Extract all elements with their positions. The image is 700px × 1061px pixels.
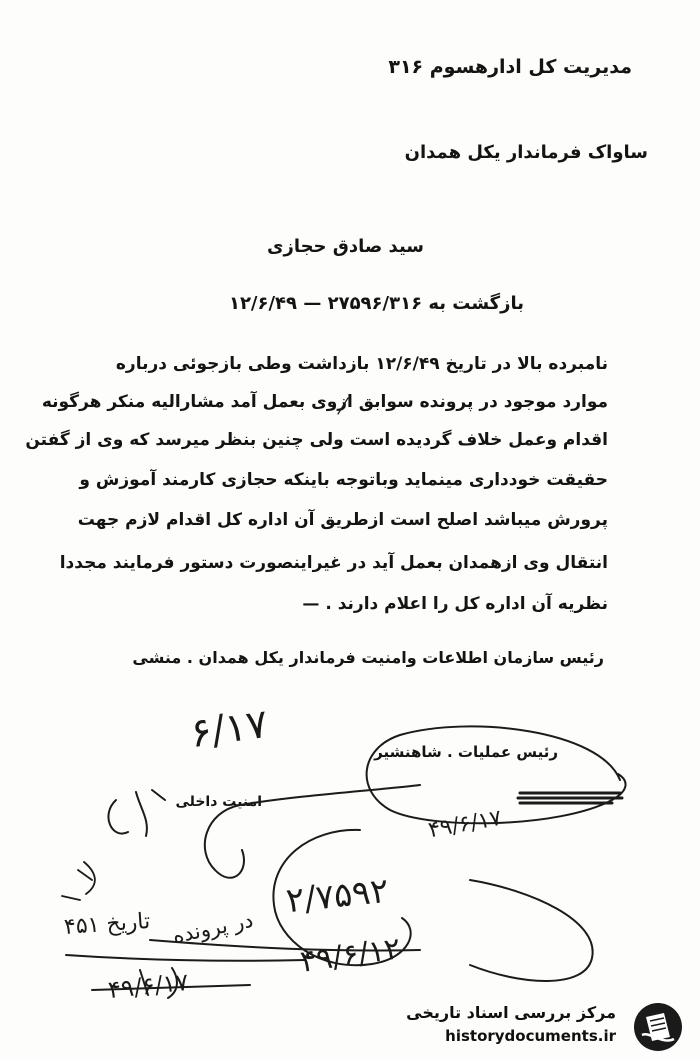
hand-number: ۲/۷۵۹۲	[284, 870, 391, 922]
section-operations: رئیس عملیات . شاهنشیر	[374, 743, 558, 761]
body-line-5: پرورش میباشد اصلح است ازطریق آن اداره کل اقدام لازم جهت	[77, 510, 608, 530]
reference-line: بازگشت به ۲۷۵۹۶/۳۱۶ — ۱۲/۶/۴۹	[228, 293, 524, 314]
watermark-site[interactable]: historydocuments.ir	[445, 1027, 616, 1045]
watermark-title: مرکز بررسی اسناد تاریخی	[406, 1003, 616, 1022]
operations-loop	[367, 726, 626, 823]
header-office: مدیریت کل ادارهسوم ۳۱۶	[388, 56, 632, 78]
bottom-left-hooks	[92, 968, 250, 998]
body-line-6: انتقال وی ازهمدان بعمل آید در غیراینصورت دستور فرمایند مجددا	[59, 553, 608, 573]
body-line-7: نظریه آن اداره کل را اعلام دارند . —	[302, 594, 608, 614]
hand-date-left: ۴۹/۶/۱۷	[106, 967, 190, 1005]
body-correction-mark	[338, 398, 348, 414]
archive-document-logo-icon	[632, 1001, 684, 1053]
right-arc	[470, 880, 593, 981]
subject-person: سید صادق حجازی	[266, 236, 424, 257]
section-internal-security: امنیت داخلی	[175, 794, 262, 810]
body-line-1: نامبرده بالا در تاریخ ۱۲/۶/۴۹ بازداشت وطی بازجوئی درباره	[115, 354, 608, 374]
hand-date-bottom: ۴۹/۶/۱۲	[298, 931, 403, 980]
hand-date-top: ۶/۱۷	[187, 700, 271, 758]
hand-date-operations: ۴۹/۶/۱۷	[426, 805, 504, 844]
watermark	[403, 1001, 688, 1053]
recipient-line: ساواک فرماندار یکل همدان	[404, 142, 648, 163]
hand-dossier: در پرونده	[170, 907, 256, 949]
body-line-4: حقیقت خودداری مینماید وباتوجه باینکه حجازی کارمند آموزش و	[79, 470, 608, 490]
body-line-2: موارد موجود در پرونده سوابق ازوی بعمل آمد مشارالیه منکر هرگونه	[41, 392, 608, 412]
body-line-3: اقدام وعمل خلاف گردیده است ولی چنین بنظر میرسد که وی از گفتن	[25, 430, 608, 450]
signature-line: رئیس سازمان اطلاعات وامنیت فرماندار یکل همدان . منشی	[132, 648, 604, 667]
hand-number-left: ۴۵۱ تاریخ	[63, 909, 152, 940]
bottom-underline	[66, 940, 420, 961]
routing-curve	[205, 785, 420, 878]
scribble-out	[518, 793, 622, 803]
left-flourish	[62, 862, 95, 900]
number-loop	[273, 830, 410, 965]
left-scribble	[108, 790, 165, 836]
